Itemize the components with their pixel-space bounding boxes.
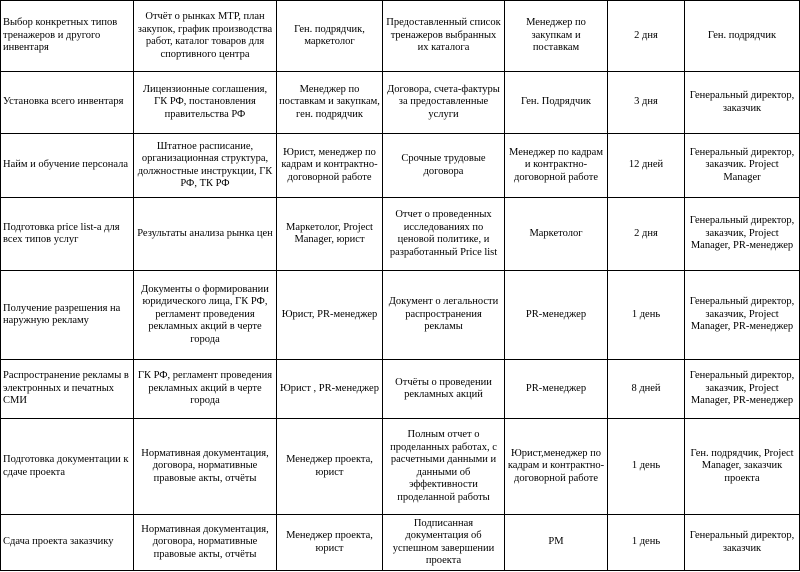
inputs-cell: Штатное расписание, организационная структура, должностные инструкции, ГК РФ, ТК РФ (134, 134, 277, 198)
task-cell: Найм и обучение персонала (1, 134, 134, 198)
approver-cell: Генеральный директор, заказчик, Project Manager, PR-менеджер (685, 198, 800, 271)
outputs-cell: Полным отчет о проделанных работах, с расчетными данными и данными об эффективности проделанной работы (383, 419, 505, 515)
task-cell: Установка всего инвентаря (1, 72, 134, 134)
task-cell: Выбор конкретных типов тренажеров и другого инвентаря (1, 1, 134, 72)
inputs-cell: Нормативная документация, договора, нормативные правовые акты, отчёты (134, 419, 277, 515)
outputs-cell: Документ о легальности распространения рекламы (383, 271, 505, 360)
table-row (1, 515, 800, 571)
inputs-cell: Результаты анализа рынка цен (134, 198, 277, 271)
approver-cell: Ген. подрядчик, Project Manager, заказчик проекта (685, 419, 800, 515)
approver-cell: Генеральный директор, заказчик, Project Manager, PR-менеджер (685, 271, 800, 360)
responsible-cell: Ген. подрядчик, маркетолог (277, 1, 383, 72)
task-cell: Распространение рекламы в электронных и печатных СМИ (1, 360, 134, 419)
inputs-cell: Лицензионные соглашения, ГК РФ, постановления правительства РФ (134, 72, 277, 134)
duration-cell: 1 день (608, 515, 685, 571)
table-row (1, 72, 800, 134)
responsible-cell: Менеджер проекта, юрист (277, 515, 383, 571)
executor-cell: PM (505, 515, 608, 571)
table-row (1, 419, 800, 515)
executor-cell: Юрист,менеджер по кадрам и контрактно-договорной работе (505, 419, 608, 515)
approver-cell: Генеральный директор, заказчик (685, 72, 800, 134)
responsible-cell: Юрист, PR-менеджер (277, 271, 383, 360)
task-cell: Сдача проекта заказчику (1, 515, 134, 571)
executor-cell: Маркетолог (505, 198, 608, 271)
outputs-cell: Отчет о проведенных исследованиях по ценовой политике, и разработанный Price list (383, 198, 505, 271)
executor-cell: PR-менеджер (505, 360, 608, 419)
executor-cell: Ген. Подрядчик (505, 72, 608, 134)
outputs-cell: Подписанная документация об успешном завершении проекта (383, 515, 505, 571)
table-row (1, 360, 800, 419)
inputs-cell: Документы о формировании юридического лица, ГК РФ, регламент проведения рекламных акций в черте города (134, 271, 277, 360)
outputs-cell: Договора, счета-фактуры за предоставленные услуги (383, 72, 505, 134)
duration-cell: 1 день (608, 419, 685, 515)
inputs-cell: Нормативная документация, договора, нормативные правовые акты, отчёты (134, 515, 277, 571)
executor-cell: PR-менеджер (505, 271, 608, 360)
inputs-cell: Отчёт о рынках МТР, план закупок, график производства работ, каталог товаров для спортивного центра (134, 1, 277, 72)
duration-cell: 1 день (608, 271, 685, 360)
table-row (1, 134, 800, 198)
duration-cell: 2 дня (608, 1, 685, 72)
duration-cell: 2 дня (608, 198, 685, 271)
duration-cell: 8 дней (608, 360, 685, 419)
outputs-cell: Отчёты о проведении рекламных акций (383, 360, 505, 419)
table-row (1, 1, 800, 72)
responsible-cell: Юрист , PR-менеджер (277, 360, 383, 419)
duration-cell: 12 дней (608, 134, 685, 198)
responsible-cell: Менеджер проекта, юрист (277, 419, 383, 515)
task-cell: Подготовка price list-а для всех типов услуг (1, 198, 134, 271)
outputs-cell: Срочные трудовые договора (383, 134, 505, 198)
responsible-cell: Менеджер по поставкам и закупкам, ген. подрядчик (277, 72, 383, 134)
executor-cell: Менеджер по закупкам и поставкам (505, 1, 608, 72)
inputs-cell: ГК РФ, регламент проведения рекламных акций в черте города (134, 360, 277, 419)
approver-cell: Ген. подрядчик (685, 1, 800, 72)
table-row (1, 271, 800, 360)
task-cell: Получение разрешения на наружную рекламу (1, 271, 134, 360)
approver-cell: Генеральный директор, заказчик, Project Manager, PR-менеджер (685, 360, 800, 419)
executor-cell: Менеджер по кадрам и контрактно-договорной работе (505, 134, 608, 198)
duration-cell: 3 дня (608, 72, 685, 134)
responsible-cell: Маркетолог, Project Manager, юрист (277, 198, 383, 271)
approver-cell: Генеральный директор, заказчик (685, 515, 800, 571)
outputs-cell: Предоставленный список тренажеров выбранных их каталога (383, 1, 505, 72)
task-cell: Подготовка документации к сдаче проекта (1, 419, 134, 515)
approver-cell: Генеральный директор, заказчик. Project Manager (685, 134, 800, 198)
responsible-cell: Юрист, менеджер по кадрам и контрактно-договорной работе (277, 134, 383, 198)
table-row (1, 198, 800, 271)
